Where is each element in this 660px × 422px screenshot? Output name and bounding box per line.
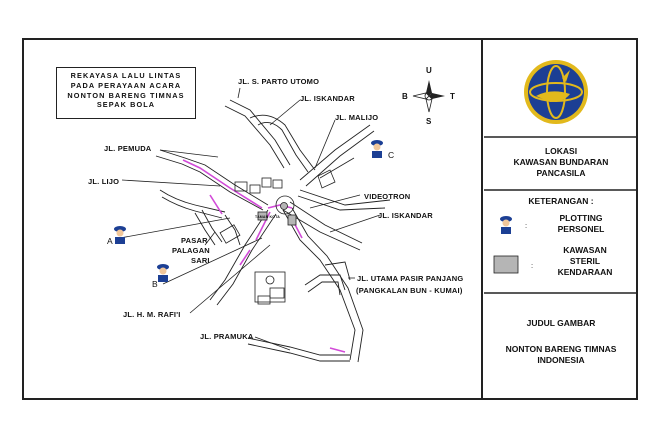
- place-pasar-line-3: SARI: [191, 256, 210, 265]
- street-utama-pasir-panjang: JL. UTAMA PASIR PANJANG: [357, 274, 464, 283]
- personnel-label-c: C: [388, 150, 395, 160]
- personnel-label-a: A: [107, 236, 113, 246]
- lokasi-line-3: PANCASILA: [536, 168, 586, 178]
- street-pemuda: JL. PEMUDA: [104, 144, 152, 153]
- street-pangkalan-bun-kumai: (PANGKALAN BUN - KUMAI): [356, 286, 463, 295]
- judul-line-1: NONTON BARENG TIMNAS: [505, 344, 617, 354]
- judul-line-2: INDONESIA: [537, 355, 585, 365]
- street-iskandar-top: JL. ISKANDAR: [300, 94, 355, 103]
- legend-steril-line-3: KENDARAAN: [557, 267, 613, 277]
- lokasi-heading: LOKASI: [544, 146, 578, 156]
- place-taman-kota: TAMAN KOTA: [255, 215, 281, 219]
- compass-south-label: S: [426, 117, 432, 126]
- legend-plotting: [536, 213, 626, 235]
- legend-steril-line-2: STERIL: [569, 256, 601, 266]
- legend-plotting-line-2: PERSONEL: [557, 224, 605, 234]
- logo-emblem: [524, 60, 588, 124]
- place-pasar-line-2: PALAGAN: [172, 246, 210, 255]
- map-title-line-1: REKAYASA LALU LINTAS: [70, 71, 182, 80]
- legend-colon-2: :: [531, 261, 534, 270]
- compass-rose: [413, 80, 445, 112]
- map-title-line-3: NONTON BARENG TIMNAS: [67, 90, 185, 100]
- street-hm-rafii: JL. H. M. RAFI'I: [123, 310, 181, 319]
- buildings: [220, 170, 335, 304]
- legend-plotting-line-1: PLOTTING: [559, 213, 603, 223]
- map-title-line-4: SEPAK BOLA: [96, 100, 156, 110]
- place-pasar-line-1: PASAR: [181, 236, 208, 245]
- street-s-parto-utomo: JL. S. PARTO UTOMO: [238, 77, 320, 86]
- compass-north-label: U: [426, 66, 432, 75]
- personnel-label-b: B: [152, 279, 158, 289]
- personnel-icon-c: [371, 140, 383, 158]
- street-iskandar-right: JL. ISKANDAR: [378, 211, 433, 220]
- street-pramuka: JL. PRAMUKA: [200, 332, 254, 341]
- map-title-line-2: PADA PERAYAAN ACARA: [70, 80, 182, 90]
- lokasi-line-2: KAWASAN BUNDARAN: [513, 157, 609, 167]
- road-network: [156, 100, 390, 362]
- keterangan-heading: KETERANGAN :: [528, 196, 594, 206]
- judul-heading: JUDUL GAMBAR: [526, 318, 596, 328]
- street-malijo: JL. MALIJO: [335, 113, 379, 122]
- street-lijo: JL. LIJO: [88, 177, 120, 186]
- compass-east-label: T: [450, 92, 455, 101]
- legend-steril-line-1: KAWASAN: [563, 245, 607, 255]
- lokasi-section: [484, 146, 638, 179]
- steril-legend-swatch: [494, 256, 518, 273]
- judul-section: [484, 344, 638, 366]
- map-title-box: [56, 67, 196, 119]
- legend-colon-1: :: [525, 221, 528, 230]
- personnel-icon-a: [114, 226, 126, 244]
- compass-west-label: B: [402, 92, 408, 101]
- place-videotron: VIDEOTRON: [364, 192, 411, 201]
- personnel-icon-b: [157, 264, 169, 282]
- legend-steril: [540, 245, 630, 278]
- personnel-legend-icon: [500, 216, 512, 234]
